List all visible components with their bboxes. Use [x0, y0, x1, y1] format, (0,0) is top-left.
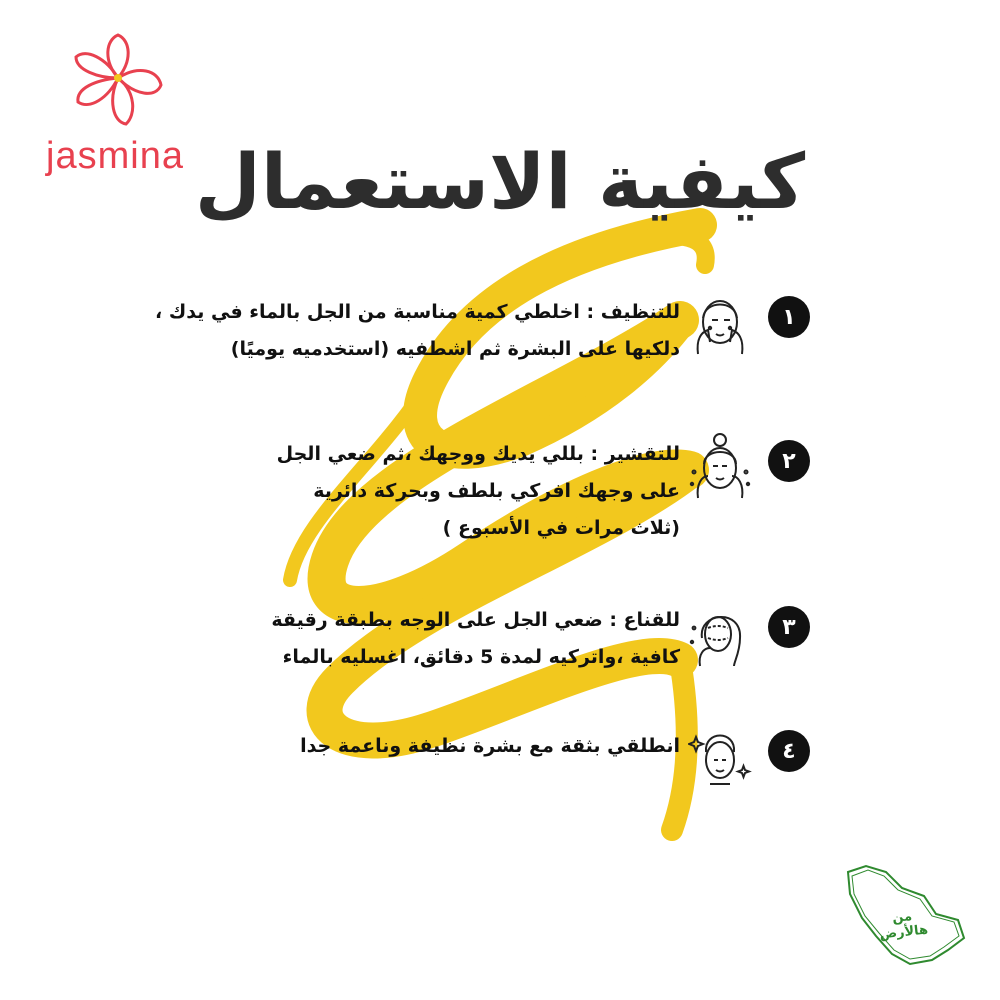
step-text [155, 294, 680, 368]
brand-logo [30, 30, 200, 180]
step-number-badge: ١ [768, 296, 810, 338]
step-text-line: دلكيها على البشرة ثم اشطفيه (استخدميه يوميًا) [230, 338, 680, 361]
step-text-line: (ثلاث مرات في الأسبوع ) [442, 517, 680, 540]
step-text [271, 602, 680, 676]
step-text-line: للتنظيف : اخلطي كمية مناسبة من الجل بالماء في يدك ، [155, 301, 680, 323]
face-cleansing-icon [688, 290, 752, 356]
step-text-line: على وجهك افركي بلطف وبحركة دائرية [313, 480, 680, 503]
step-text-line: انطلقي بثقة مع بشرة نظيفة وناعمة جدا [300, 735, 680, 757]
step-text [300, 728, 680, 765]
face-scrub-icon [688, 432, 752, 502]
step-text-line: للتقشير : بللي يديك ووجهك ،ثم ضعي الجل [276, 443, 680, 465]
jasmine-flower-icon [68, 30, 168, 130]
step-text-line: للقناع : ضعي الجل على الوجه بطبقة رقيقة [271, 609, 680, 631]
badge-label: من هالأرض [878, 909, 929, 943]
step-number-badge: ٢ [768, 440, 810, 482]
step-text-line: كافية ،واتركيه لمدة 5 دقائق، اغسليه بالماء [282, 646, 680, 669]
page-title: كيفية الاستعمال [194, 137, 806, 226]
step-number-badge: ٤ [768, 730, 810, 772]
step-number-badge: ٣ [768, 606, 810, 648]
step-text [277, 436, 680, 547]
brand-name: jasmina [46, 135, 184, 177]
glowing-face-icon [688, 722, 752, 788]
face-mask-icon [688, 598, 752, 668]
